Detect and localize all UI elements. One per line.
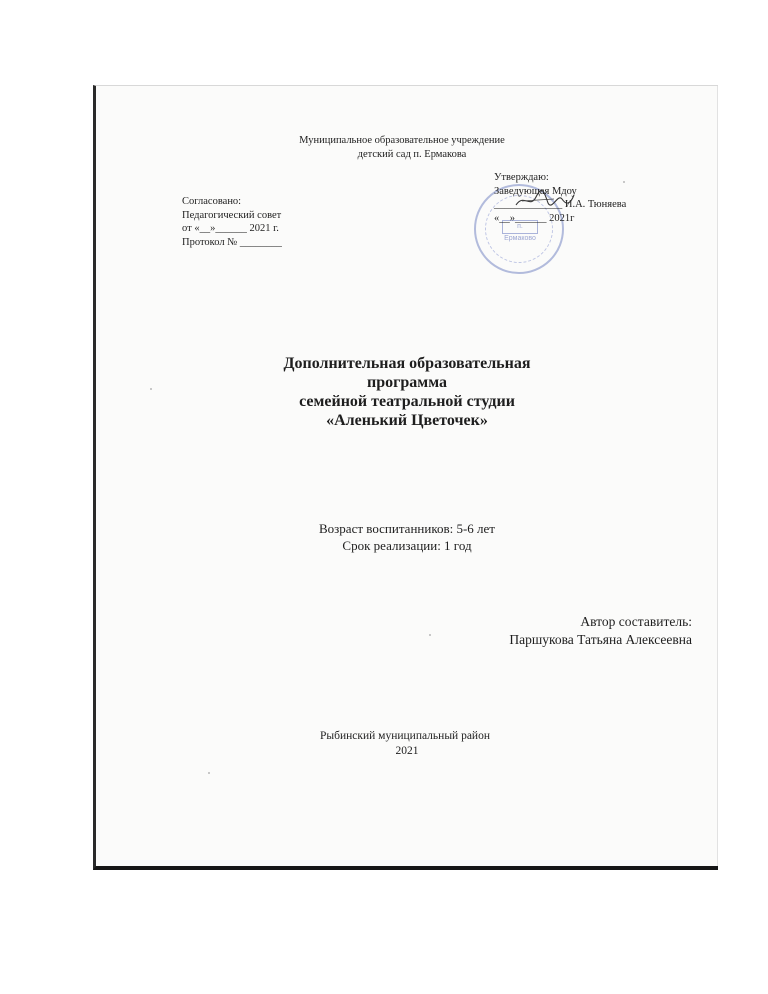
pedagogical-council: Педагогический совет — [182, 209, 282, 221]
scan-speck — [623, 181, 625, 183]
title-line3: семейной театральной студии — [299, 393, 515, 410]
scan-speck — [208, 772, 210, 774]
org-name-line2: детский сад п. Ермакова — [357, 149, 467, 160]
scanned-page — [93, 85, 718, 870]
agreed-label: Согласовано: — [182, 196, 242, 207]
approved-label: Утверждаю: — [494, 172, 549, 183]
stamp-inner-label: п. Ермаково — [502, 220, 538, 234]
protocol-number: Протокол № ________ — [182, 236, 282, 248]
org-name-line1: Муниципальное образовательное учреждение — [299, 135, 505, 146]
agreement-block — [182, 195, 282, 249]
organization-header — [96, 134, 718, 162]
head-signature-line: _____________ И.А. Тюняева — [494, 199, 627, 210]
scan-speck — [429, 634, 431, 636]
title-line1: Дополнительная образовательная — [283, 355, 531, 372]
program-details — [96, 520, 718, 554]
author-label: Автор составитель: — [580, 614, 692, 629]
approval-date: «__»______ 2021г — [494, 212, 575, 224]
district-name: Рыбинский муниципальный район — [320, 730, 490, 742]
pupil-age: Возраст воспитанников: 5-6 лет — [319, 521, 495, 536]
footer-year: 2021 — [395, 745, 419, 757]
program-title — [96, 354, 718, 430]
scan-speck — [150, 388, 152, 390]
head-position: Заведующая Мдоу — [494, 185, 577, 197]
agreement-date: от «__»______ 2021 г. — [182, 223, 279, 234]
implementation-term: Срок реализации: 1 год — [342, 538, 472, 553]
handwritten-signature — [514, 189, 576, 211]
author-name: Паршукова Татьяна Алексеевна — [509, 632, 692, 647]
title-line4: «Аленький Цветочек» — [326, 412, 488, 429]
title-line2: программа — [367, 374, 447, 391]
footer-block — [96, 729, 718, 759]
author-block — [509, 613, 692, 649]
